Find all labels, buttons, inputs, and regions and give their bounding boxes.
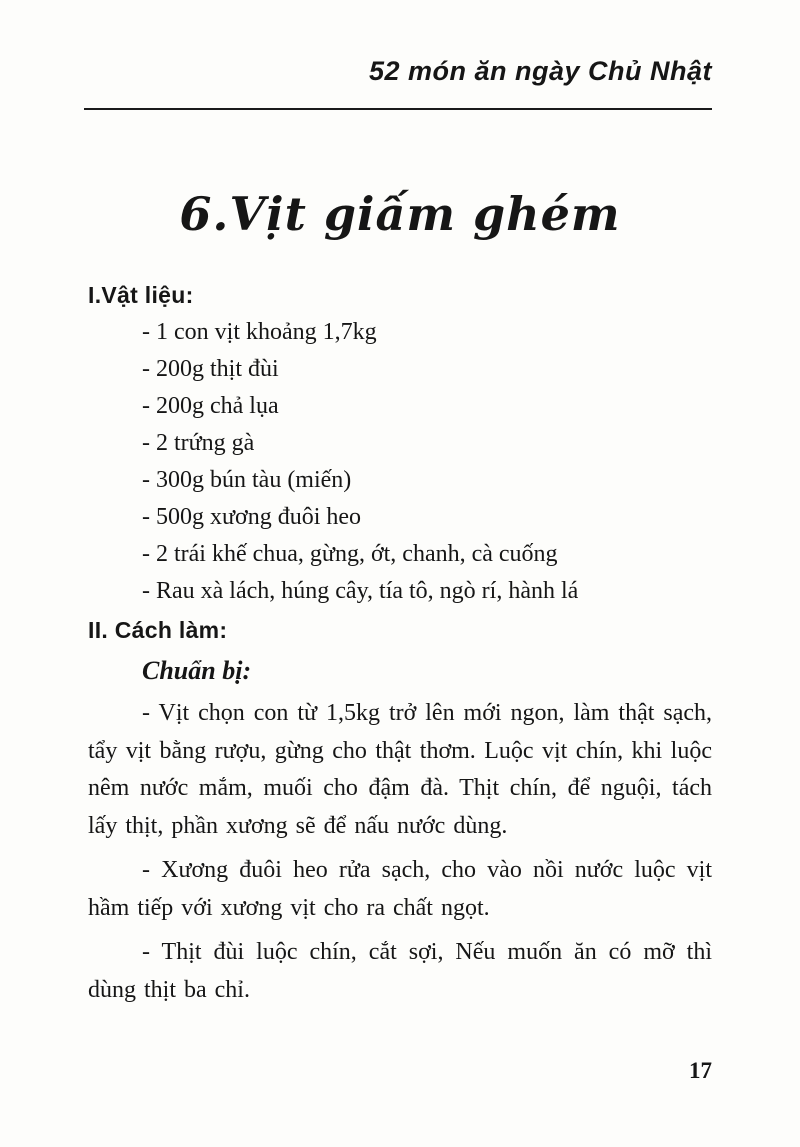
ingredient-item: - 2 trái khế chua, gừng, ớt, chanh, cà cuống (142, 541, 558, 567)
running-header: 52 món ăn ngày Chủ Nhật (368, 56, 712, 86)
ingredient-item: - 300g bún tàu (miến) (142, 467, 352, 493)
header-rule (84, 108, 712, 110)
preparation-subheading: Chuẩn bị: (142, 656, 252, 685)
method-paragraph: - Xương đuôi heo rửa sạch, cho vào nồi nước luộc vịt hầm tiếp với xương vịt cho ra chất ngọt. (88, 857, 712, 921)
ingredient-item: - 200g chả lụa (142, 393, 279, 419)
page-number: 17 (689, 1058, 712, 1083)
ingredient-item: - 2 trứng gà (142, 430, 255, 456)
ingredient-item: - 500g xương đuôi heo (142, 504, 362, 530)
ingredients-list (142, 314, 712, 610)
ingredient-item: - 1 con vịt khoảng 1,7kg (142, 319, 377, 345)
method-paragraph: - Vịt chọn con từ 1,5kg trở lên mới ngon, làm thật sạch, tẩy vịt bằng rượu, gừng cho thật thơm. Luộc vịt chín, khi luộc nêm nước mắm, muối cho đậm đà. Thịt chín, để nguội, tách lấy thịt, phần xương sẽ để nấu nước dùng. (88, 700, 712, 839)
recipe-title: 6.Vịt giấm ghém (179, 187, 621, 241)
ingredient-item: - 200g thịt đùi (142, 356, 279, 382)
method-paragraph: - Thịt đùi luộc chín, cắt sợi, Nếu muốn ăn có mỡ thì dùng thịt ba chỉ. (88, 939, 712, 1003)
method-heading: II. Cách làm: (88, 617, 228, 643)
ingredients-heading: I.Vật liệu: (88, 282, 194, 308)
ingredient-item: - Rau xà lách, húng cây, tía tô, ngò rí, hành lá (142, 578, 579, 604)
